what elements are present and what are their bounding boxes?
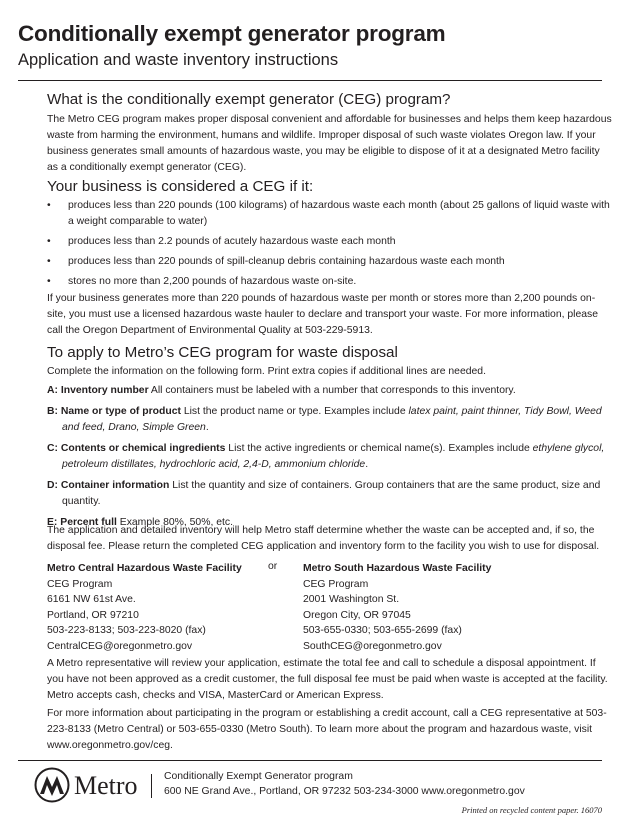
facility-email: SouthCEG@oregonmetro.gov <box>303 640 442 652</box>
list-item <box>47 254 612 270</box>
footer-contact-info: 600 NE Grand Ave., Portland, OR 97232 503-234-3000 www.oregonmetro.gov <box>164 786 525 797</box>
instruction-label: E: Percent full <box>47 517 117 528</box>
printed-note: Printed on recycled content paper. 16070 <box>461 805 602 815</box>
section-intro-apply: Complete the information on the following form. Print extra copies if additional lines are needed. <box>47 366 486 377</box>
section-paragraph-return-form: The application and detailed inventory will help Metro staff determine whether the waste can be accepted and, if so, the disposal fee. Please return the completed CEG application and inventory form to the facility you wish to use for disposal. <box>47 525 600 552</box>
list-item-text: produces less than 220 pounds of spill-cleanup debris containing hazardous waste each month <box>68 256 505 267</box>
facility-name: Metro South Hazardous Waste Facility <box>303 563 492 574</box>
instruction-text: All containers must be labeled with a number that corresponds to this inventory. <box>148 385 516 396</box>
list-item-text: produces less than 220 pounds (100 kilograms) of hazardous waste each month (about 25 gallons of liquid waste with a weight comparable to water) <box>68 200 610 227</box>
list-item-text: stores no more than 2,200 pounds of hazardous waste on-site. <box>68 276 357 287</box>
instruction-item-b <box>47 404 612 436</box>
instruction-text: List the active ingredients or chemical name(s). Examples include <box>225 443 533 454</box>
instruction-text: List the quantity and size of containers. Group containers that are the same product, size and quantity. <box>62 480 601 507</box>
instruction-examples: latex paint, paint thinner, Tidy Bowl, Weed and feed, Drano, Simple Green <box>62 406 602 433</box>
list-item <box>47 198 612 230</box>
or-separator: or <box>268 561 278 572</box>
closing-paragraph-review: A Metro representative will review your application, estimate the total fee and call to schedule a disposal appointment. If you have not been approved as a credit customer, the full disposal fee must be paid when waste is accepted at the facility. Metro accepts cash, checks and VISA, MasterCard or American Express. <box>47 658 608 701</box>
list-item <box>47 234 612 250</box>
instruction-text: List the product name or type. Examples include <box>180 406 409 417</box>
section-heading-considered-ceg: Your business is considered a CEG if it: <box>47 178 314 195</box>
closing-paragraph-more-info: For more information about participating in the program or establishing a credit account, call a CEG representative at 503-223-8133 (Metro Central) or 503-655-0330 (Metro South). To learn more about the program and hazardous waste, visit www.oregonmetro.gov/ceg. <box>47 708 607 751</box>
footer-divider <box>18 760 602 761</box>
facility-central-address <box>47 561 242 655</box>
instruction-item-d <box>47 478 612 510</box>
instruction-end: . <box>365 459 369 470</box>
instruction-text: Example 80%, 50%, etc. <box>116 517 233 528</box>
footer-program-name: Conditionally Exempt Generator program <box>164 771 353 782</box>
instruction-item-c <box>47 441 612 473</box>
facility-email: CentralCEG@oregonmetro.gov <box>47 640 193 652</box>
metro-logo-icon <box>34 767 70 803</box>
facility-program: CEG Program <box>47 578 113 590</box>
bullet-icon: • <box>47 236 51 247</box>
instruction-item-a <box>47 383 612 399</box>
instruction-label: C: Contents or chemical ingredients <box>47 443 226 454</box>
metro-logo-text: Metro <box>74 771 138 800</box>
facility-city: Oregon City, OR 97045 <box>303 609 411 621</box>
page-subtitle: Application and waste inventory instructions <box>18 51 339 69</box>
section-paragraph-large-generators: If your business generates more than 220 pounds of hazardous waste per month or stores more than 2,200 pounds on-site, you must use a licensed hazardous waste hauler to declare and transport your waste. For more information, please call the Oregon Department of Environmental Quality at 503-229-5913. <box>47 293 598 336</box>
page-title: Conditionally exempt generator program <box>18 21 446 46</box>
facility-street: 6161 NW 61st Ave. <box>47 594 136 606</box>
footer-separator <box>151 774 152 798</box>
instruction-end: . <box>205 422 209 433</box>
section-paragraph-what-is-ceg: The Metro CEG program makes proper disposal convenient and affordable for businesses and helps them keep hazardous waste from harming the environment, humans and wildlife. Improper disposal of such waste violates Oregon law. If your business generates small amounts of hazardous waste, you may be eligible to dispose of it at a designated Metro facility as a conditionally exempt generator (CEG). <box>47 114 612 173</box>
facility-phone: 503-223-8133; 503-223-8020 (fax) <box>47 625 206 637</box>
ceg-criteria-list <box>47 198 612 294</box>
section-heading-what-is-ceg: What is the conditionally exempt generator (CEG) program? <box>47 91 451 108</box>
form-field-instructions <box>47 383 612 536</box>
instruction-examples: ethylene glycol, petroleum distillates, hydrochloric acid, 2,4-D, ammonium chloride <box>62 443 605 470</box>
bullet-icon: • <box>47 256 51 267</box>
section-heading-apply: To apply to Metro’s CEG program for waste disposal <box>47 344 398 361</box>
facility-program: CEG Program <box>303 578 369 590</box>
facility-street: 2001 Washington St. <box>303 594 400 606</box>
instruction-label: B: Name or type of product <box>47 406 181 417</box>
bullet-icon: • <box>47 276 51 287</box>
list-item <box>47 274 612 290</box>
list-item-text: produces less than 2.2 pounds of acutely hazardous waste each month <box>68 236 396 247</box>
facility-city: Portland, OR 97210 <box>47 609 139 621</box>
facility-name: Metro Central Hazardous Waste Facility <box>47 563 242 574</box>
instruction-label: A: Inventory number <box>47 385 149 396</box>
header-divider <box>18 80 602 81</box>
instruction-label: D: Container information <box>47 480 170 491</box>
bullet-icon: • <box>47 200 51 211</box>
facility-phone: 503-655-0330; 503-655-2699 (fax) <box>303 625 462 637</box>
facility-south-address <box>303 561 491 655</box>
